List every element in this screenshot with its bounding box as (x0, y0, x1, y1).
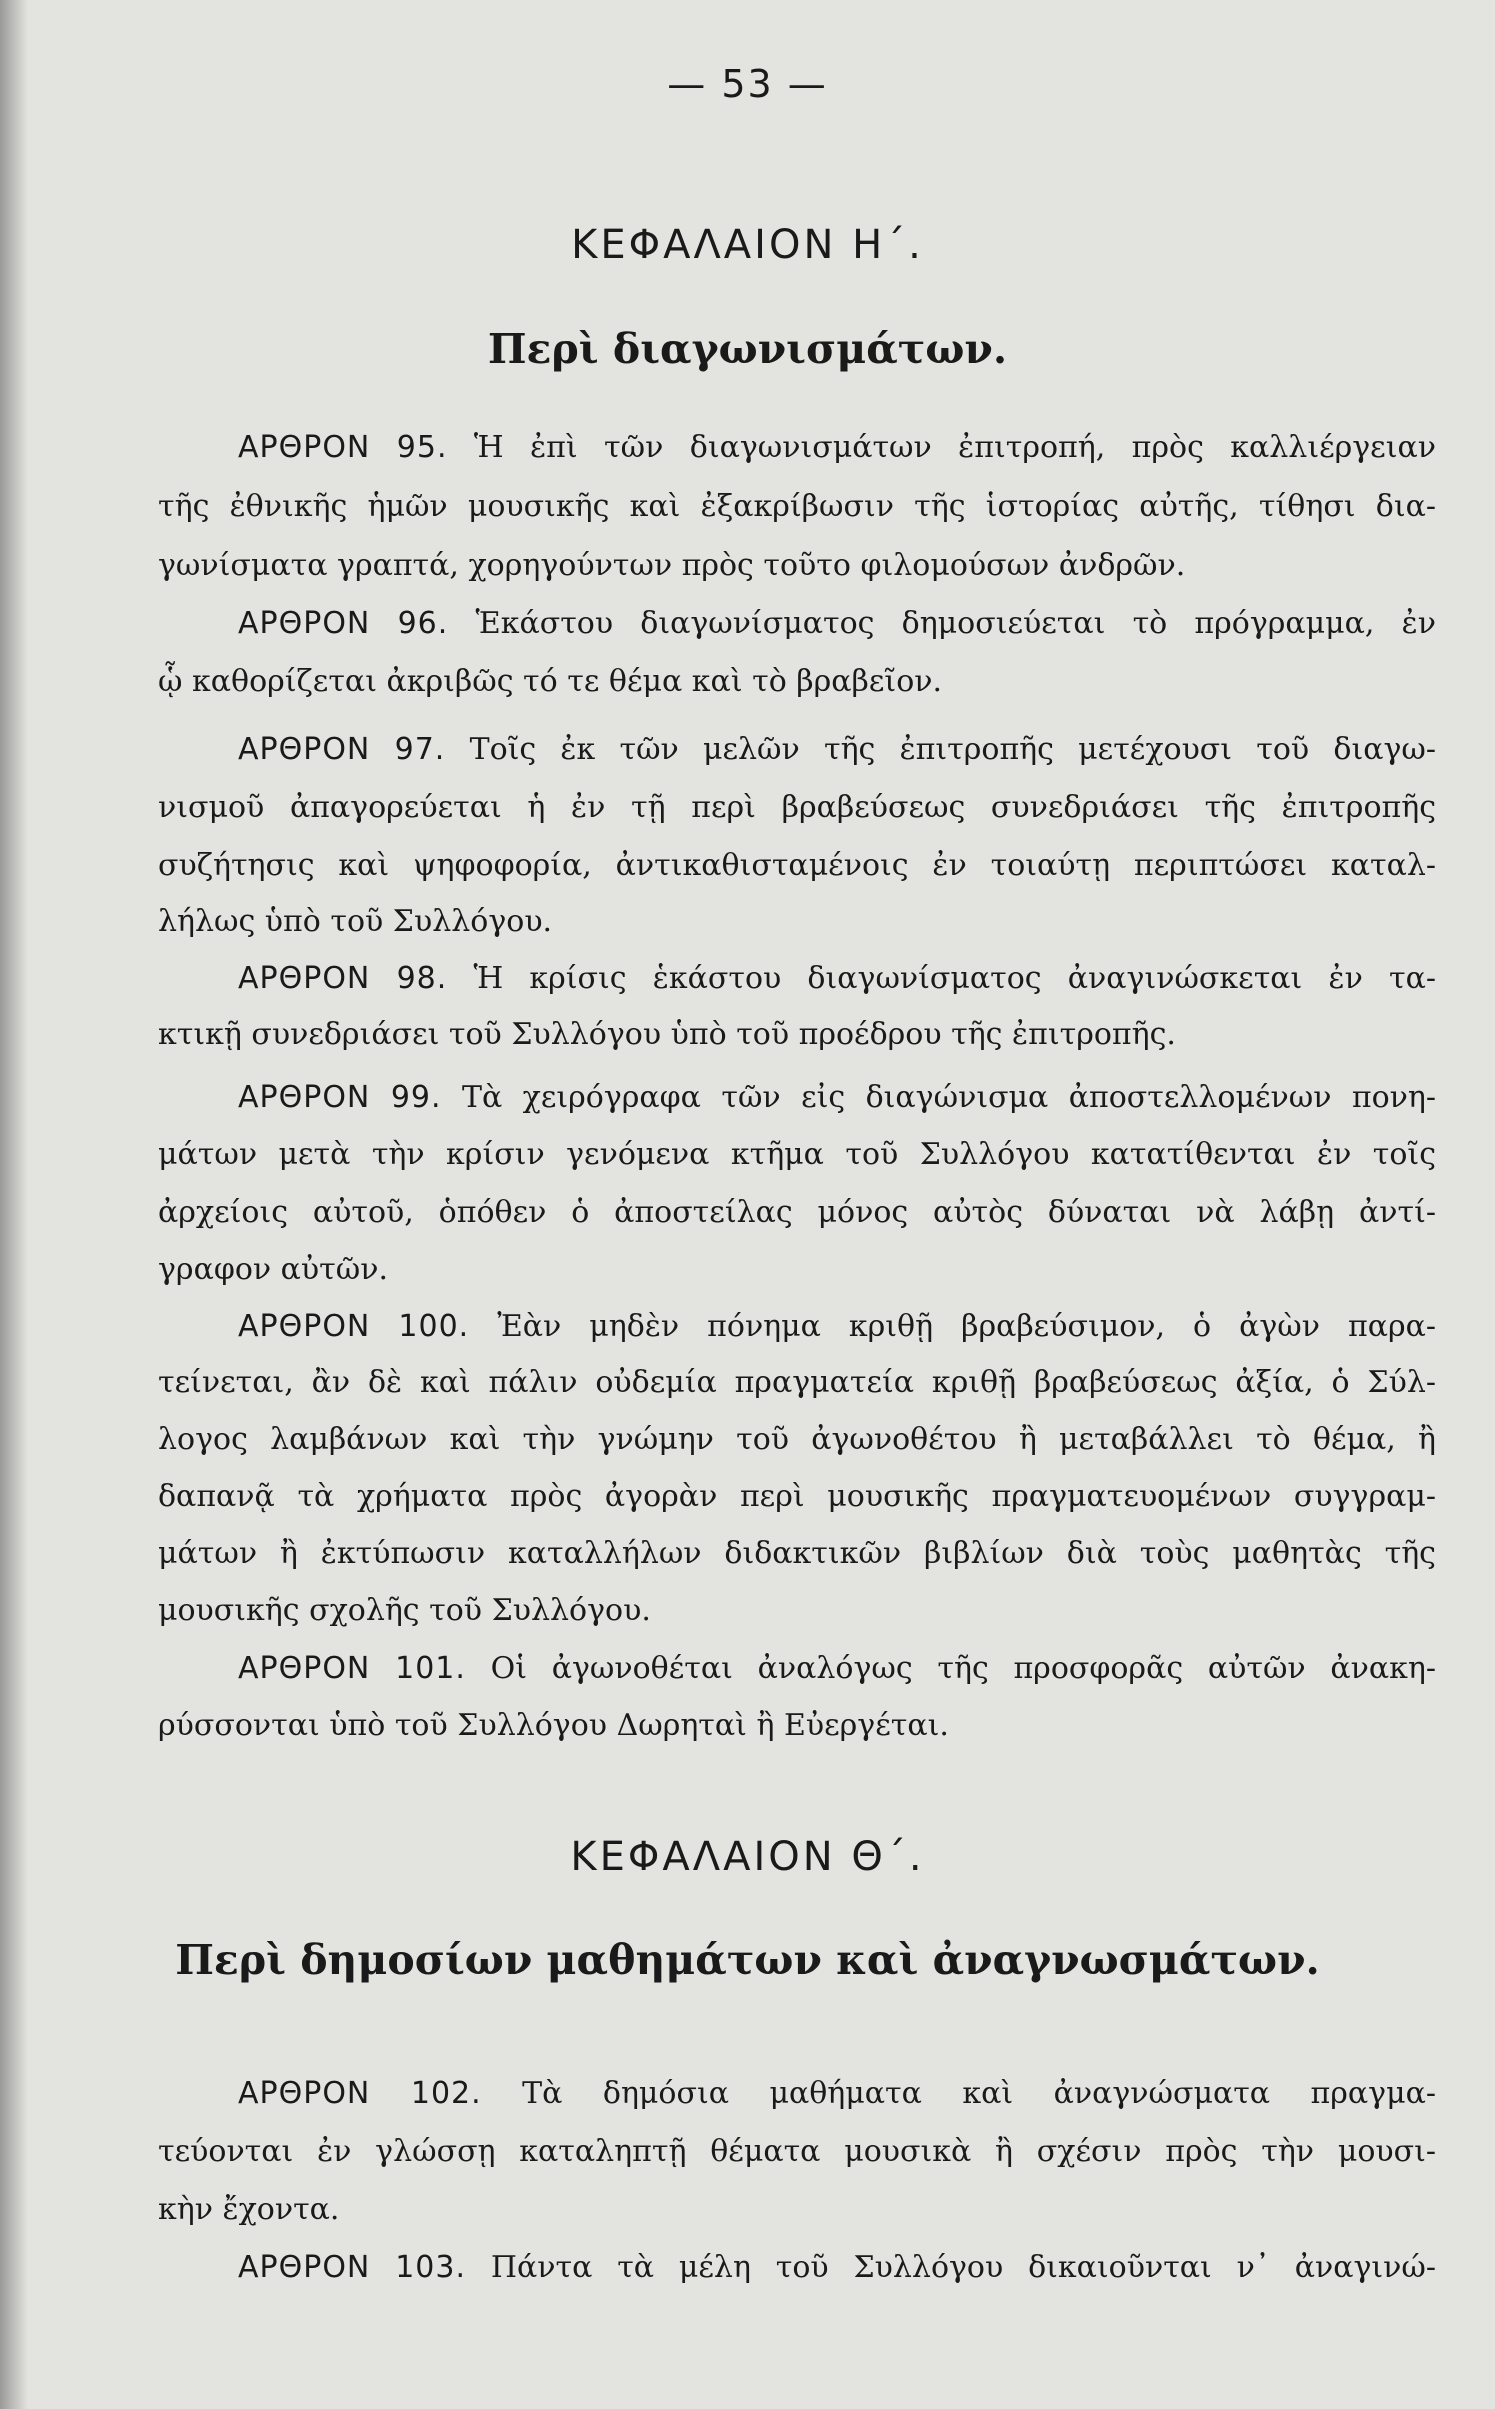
article-number: 99. (390, 1080, 442, 1115)
article-label: ΑΡΘΡΟΝ (238, 1309, 371, 1344)
article-label: ΑΡΘΡΟΝ (238, 1080, 371, 1115)
article-101-line-1 (238, 1649, 1436, 1689)
article-100-line-6: μουσικῆς σχολῆς τοῦ Συλλόγου. (158, 1593, 651, 1628)
article-number: 95. (396, 430, 448, 465)
article-99-line-1 (238, 1078, 1436, 1118)
article-label: ΑΡΘΡΟΝ (238, 1651, 371, 1686)
article-96-line-1 (238, 604, 1436, 644)
article-101-line-2: ρύσσονται ὑπὸ τοῦ Συλλόγου Δωρηταὶ ἢ Εὐεργέται. (158, 1708, 949, 1743)
article-100-line-2: τείνεται, ἂν δὲ καὶ πάλιν οὐδεμία πραγματεία κριθῇ βραβεύσεως ἀξία, ὁ Σύλ- (158, 1365, 1436, 1400)
article-97-line-1 (238, 730, 1436, 770)
article-100-line-5: μάτων ἢ ἐκτύπωσιν καταλλήλων διδακτικῶν βιβλίων διὰ τοὺς μαθητὰς τῆς (158, 1536, 1436, 1571)
line-text: Ἐὰν μηδὲν πόνημα κριθῇ βραβεύσιμον, ὁ ἀγὼν παρα- (497, 1309, 1437, 1344)
page-number: — 53 — (667, 62, 828, 106)
chapter-9-title: Περὶ δημοσίων μαθημάτων καὶ ἀναγνωσμάτων. (175, 1936, 1320, 1984)
article-number: 98. (396, 961, 448, 996)
article-number: 96. (397, 606, 449, 641)
article-102-line-1 (238, 2074, 1436, 2114)
article-number: 100. (398, 1309, 470, 1344)
line-text: Τοῖς ἐκ τῶν μελῶν τῆς ἐπιτροπῆς μετέχουσι τοῦ διαγω- (469, 732, 1437, 767)
chapter-9-heading: ΚΕΦΑΛΑΙΟΝ Θ΄. (570, 1834, 925, 1880)
article-label: ΑΡΘΡΟΝ (238, 430, 371, 465)
article-103-line-1 (238, 2248, 1436, 2288)
line-text: Τὰ δημόσια μαθήματα καὶ ἀναγνώσματα πραγμα- (522, 2076, 1436, 2111)
article-95-line-3: γωνίσματα γραπτά, χορηγούντων πρὸς τοῦτο φιλομούσων ἀνδρῶν. (158, 548, 1186, 583)
article-label: ΑΡΘΡΟΝ (238, 732, 371, 767)
chapter-8-title: Περὶ διαγωνισμάτων. (487, 325, 1008, 373)
article-100-line-1 (238, 1307, 1436, 1347)
article-99-line-4: γραφον αὐτῶν. (158, 1252, 388, 1287)
article-102-line-3: κὴν ἔχοντα. (158, 2192, 340, 2227)
article-99-line-3: ἀρχείοις αὐτοῦ, ὁπόθεν ὁ ἀποστείλας μόνος αὐτὸς δύναται νὰ λάβῃ ἀντί- (158, 1195, 1436, 1230)
article-97-line-3: συζήτησις καὶ ψηφοφορία, ἀντικαθισταμένοις ἐν τοιαύτῃ περιπτώσει καταλ- (158, 848, 1436, 883)
chapter-8-heading: ΚΕΦΑΛΑΙΟΝ Η΄. (571, 222, 924, 268)
line-text: Ἑκάστου διαγωνίσματος δημοσιεύεται τὸ πρόγραμμα, ἐν (475, 606, 1436, 641)
article-label: ΑΡΘΡΟΝ (238, 2250, 371, 2285)
article-label: ΑΡΘΡΟΝ (238, 606, 371, 641)
line-text: Ἡ κρίσις ἑκάστου διαγωνίσματος ἀναγινώσκεται ἐν τα- (473, 961, 1436, 996)
line-text: Τὰ χειρόγραφα τῶν εἰς διαγώνισμα ἀποστελλομένων πονη- (461, 1080, 1437, 1115)
article-number: 102. (410, 2076, 482, 2111)
article-95-line-1 (238, 428, 1436, 468)
article-label: ΑΡΘΡΟΝ (238, 961, 371, 996)
article-label: ΑΡΘΡΟΝ (238, 2076, 371, 2111)
article-97-line-4: λήλως ὑπὸ τοῦ Συλλόγου. (158, 904, 553, 939)
article-100-line-3: λογος λαμβάνων καὶ τὴν γνώμην τοῦ ἀγωνοθέτου ἢ μεταβάλλει τὸ θέμα, ἢ (158, 1422, 1436, 1457)
article-number: 101. (395, 1651, 466, 1686)
line-text: Ἡ ἐπὶ τῶν διαγωνισμάτων ἐπιτροπή, πρὸς καλλιέργειαν (473, 430, 1436, 465)
article-102-line-2: τεύονται ἐν γλώσσῃ καταληπτῇ θέματα μουσικὰ ἢ σχέσιν πρὸς τὴν μουσι- (158, 2134, 1436, 2169)
article-97-line-2: νισμοῦ ἀπαγορεύεται ἡ ἐν τῇ περὶ βραβεύσεως συνεδριάσει τῆς ἐπιτροπῆς (158, 790, 1436, 825)
line-text: Πάντα τὰ μέλη τοῦ Συλλόγου δικαιοῦνται ν᾽ ἀναγινώ- (490, 2250, 1436, 2285)
article-number: 103. (395, 2250, 467, 2285)
article-number: 97. (394, 732, 446, 767)
line-text: Οἱ ἀγωνοθέται ἀναλόγως τῆς προσφορᾶς αὐτῶν ἀνακη- (490, 1651, 1436, 1686)
article-99-line-2: μάτων μετὰ τὴν κρίσιν γενόμενα κτῆμα τοῦ Συλλόγου κατατίθενται ἐν τοῖς (158, 1137, 1436, 1172)
article-98-line-1 (238, 959, 1436, 999)
article-95-line-2: τῆς ἐθνικῆς ἡμῶν μουσικῆς καὶ ἐξακρίβωσιν τῆς ἱστορίας αὐτῆς, τίθησι δια- (158, 489, 1436, 524)
article-98-line-2: κτικῇ συνεδριάσει τοῦ Συλλόγου ὑπὸ τοῦ προέδρου τῆς ἐπιτροπῆς. (158, 1017, 1176, 1052)
article-100-line-4: δαπανᾷ τὰ χρήματα πρὸς ἀγορὰν περὶ μουσικῆς πραγματευομένων συγγραμ- (158, 1479, 1436, 1514)
article-96-line-2: ᾧ καθορίζεται ἀκριβῶς τό τε θέμα καὶ τὸ βραβεῖον. (158, 664, 943, 699)
